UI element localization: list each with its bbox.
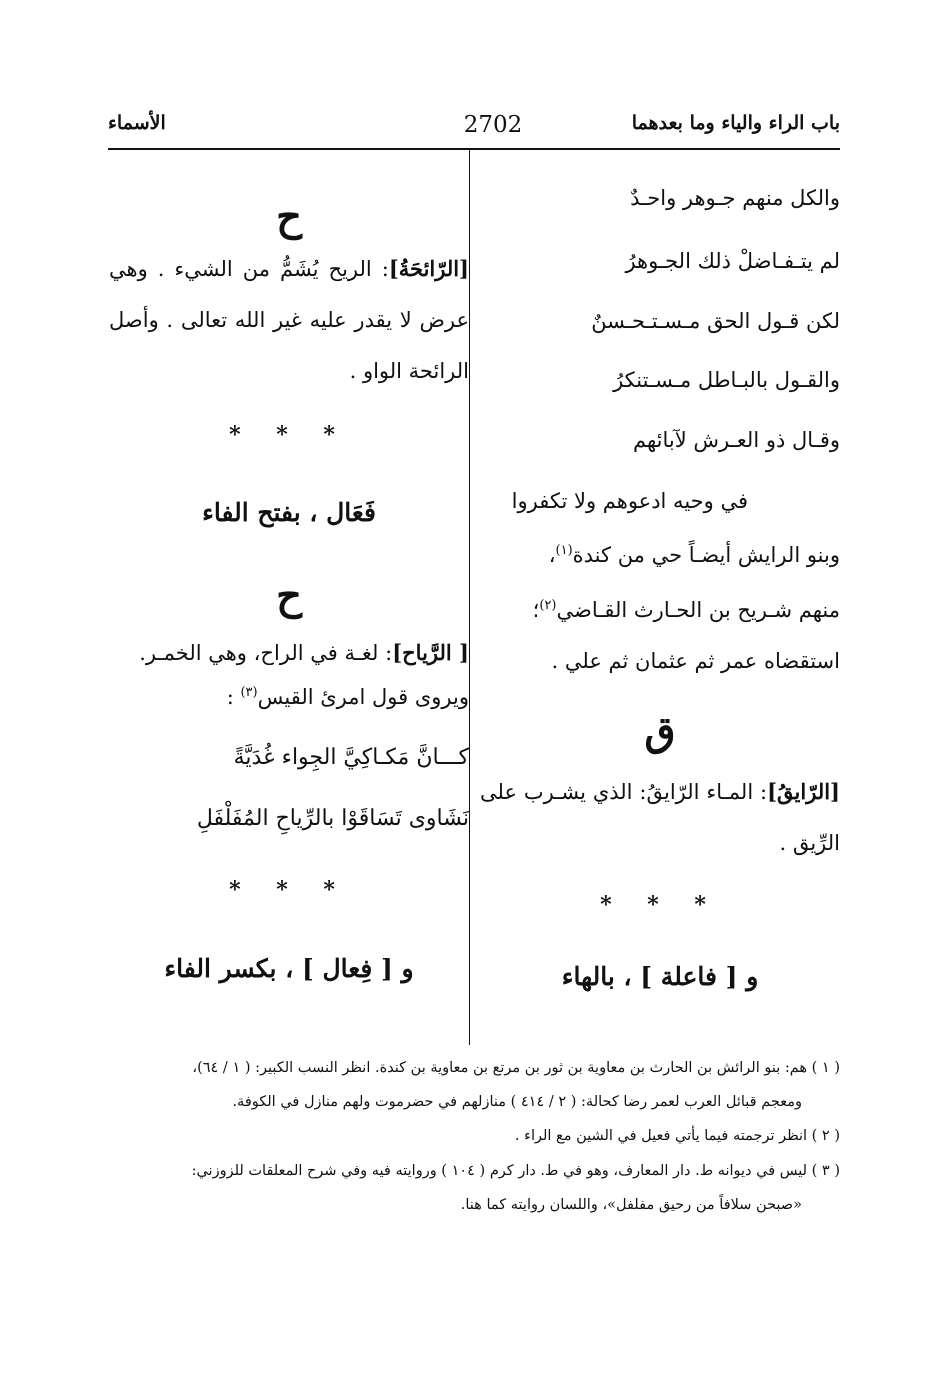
- footnote-1-cont: ومعجم قبائل العرب لعمر رضا كحالة: ( ٢ / ٤١٤ ) منازلهم في حضرموت ولهم منازل في الكوفة.: [232, 1094, 802, 1110]
- entry-text: : الريح يُشَمُّ من الشيء . وهي عرض لا يقدر عليه غير الله تعالى . وأصل الرائحة الواو .: [109, 257, 469, 383]
- prose-punct: ،: [548, 543, 556, 567]
- verse-line: وقـال ذو العـرش لآبائهم: [633, 428, 840, 452]
- separator-stars: * * *: [600, 892, 720, 918]
- footnote-3-cont: «صبحن سلافاً من رحيق مفلفل»، واللسان روايته كما هنا.: [460, 1197, 802, 1213]
- footnote-3: ( ٣ ) ليس في ديوانه ط. دار المعارف، وهو في ط. دار كرم ( ١٠٤ ) وروايته فيه وفي شرح المعلقات للزوزني:: [191, 1163, 840, 1179]
- header-rule: [108, 148, 840, 150]
- quote-colon: :: [226, 685, 241, 709]
- verse-line: نَشَاوى تَسَاقَوْا بالرِّياحِ المُفَلْفَلِ: [196, 806, 469, 831]
- separator-stars: * * *: [229, 877, 349, 903]
- letter-heading-ha: ح: [276, 572, 302, 619]
- letter-heading-qaf: ق: [644, 708, 676, 755]
- quote-intro-text: ويروى قول امرئ القيس: [257, 685, 469, 709]
- separator-stars: * * *: [229, 422, 349, 448]
- footnote-2: ( ٢ ) انظر ترجمته فيما يأتي فعيل في الشين مع الراء .: [514, 1128, 840, 1144]
- page-number: 2702: [463, 112, 523, 138]
- entry-text: : لغـة في الراح، وهي الخمـر.: [139, 641, 393, 665]
- prose-line: [480, 543, 840, 567]
- entry-text: : المـاء الرّايقُ: الذي يشـرب على الرِّيق .: [480, 780, 840, 855]
- prose-line: [480, 598, 840, 622]
- entry-headword: [الرّايقُ]: [767, 779, 840, 804]
- section-title: الأسماء: [108, 112, 166, 134]
- letter-heading-ha: ح: [276, 193, 302, 240]
- prose-text: منهم شـريح بن الحـارث القـاضي: [556, 598, 840, 622]
- prose-text: وبنو الرايش أيضـاً حي من كندة: [572, 543, 840, 567]
- verse-line: والكل منهم جـوهر واحـدٌ: [630, 186, 840, 210]
- column-divider: [469, 150, 470, 1045]
- footnote-ref-3: (٣): [240, 685, 258, 700]
- entry-riyah: [109, 640, 469, 665]
- footnote-ref-2: (٢): [539, 598, 557, 613]
- prose-punct: ؛: [532, 598, 540, 622]
- prose-line: استقضاه عمر ثم عثمان ثم علي .: [551, 649, 840, 673]
- section-heading: فَعَال ، بفتح الفاء: [202, 498, 376, 527]
- entry-headword: [ الرَّياح]: [392, 640, 469, 665]
- quote-intro: [109, 685, 469, 709]
- entry-rayiq: [480, 766, 840, 869]
- running-header: [108, 112, 840, 146]
- verse-line: لم يتـفـاضلْ ذلك الجـوهرُ: [625, 249, 840, 273]
- verse-line: كـــانَّ مَكـاكِيَّ الجِواء غُدَيَّةً: [233, 745, 469, 770]
- footnote-1: ( ١ ) هم: بنو الرائش بن الحارث بن معاوية بن ثور بن مرتع بن معاوية بن كندة. انظر النسب الكبير: ( ١ / ٦٤)،: [192, 1060, 840, 1076]
- verse-line: لكن قـول الحق مـسـتـحـسنٌ: [591, 309, 840, 333]
- verse-line: في وحيه ادعوهم ولا تكفروا: [511, 489, 748, 513]
- entry-raiha: [109, 243, 469, 397]
- footnote-ref-1: (١): [555, 543, 573, 558]
- chapter-title: باب الراء والياء وما بعدهما: [631, 112, 840, 134]
- verse-line: والقـول بالبـاطل مـسـتنكرُ: [613, 368, 840, 392]
- section-heading: و [ فاعلة ] ، بالهاء: [561, 962, 759, 991]
- entry-headword: [الرّائحَةُ]: [388, 256, 469, 281]
- section-heading: و [ فِعال ] ، بكسر الفاء: [164, 954, 414, 983]
